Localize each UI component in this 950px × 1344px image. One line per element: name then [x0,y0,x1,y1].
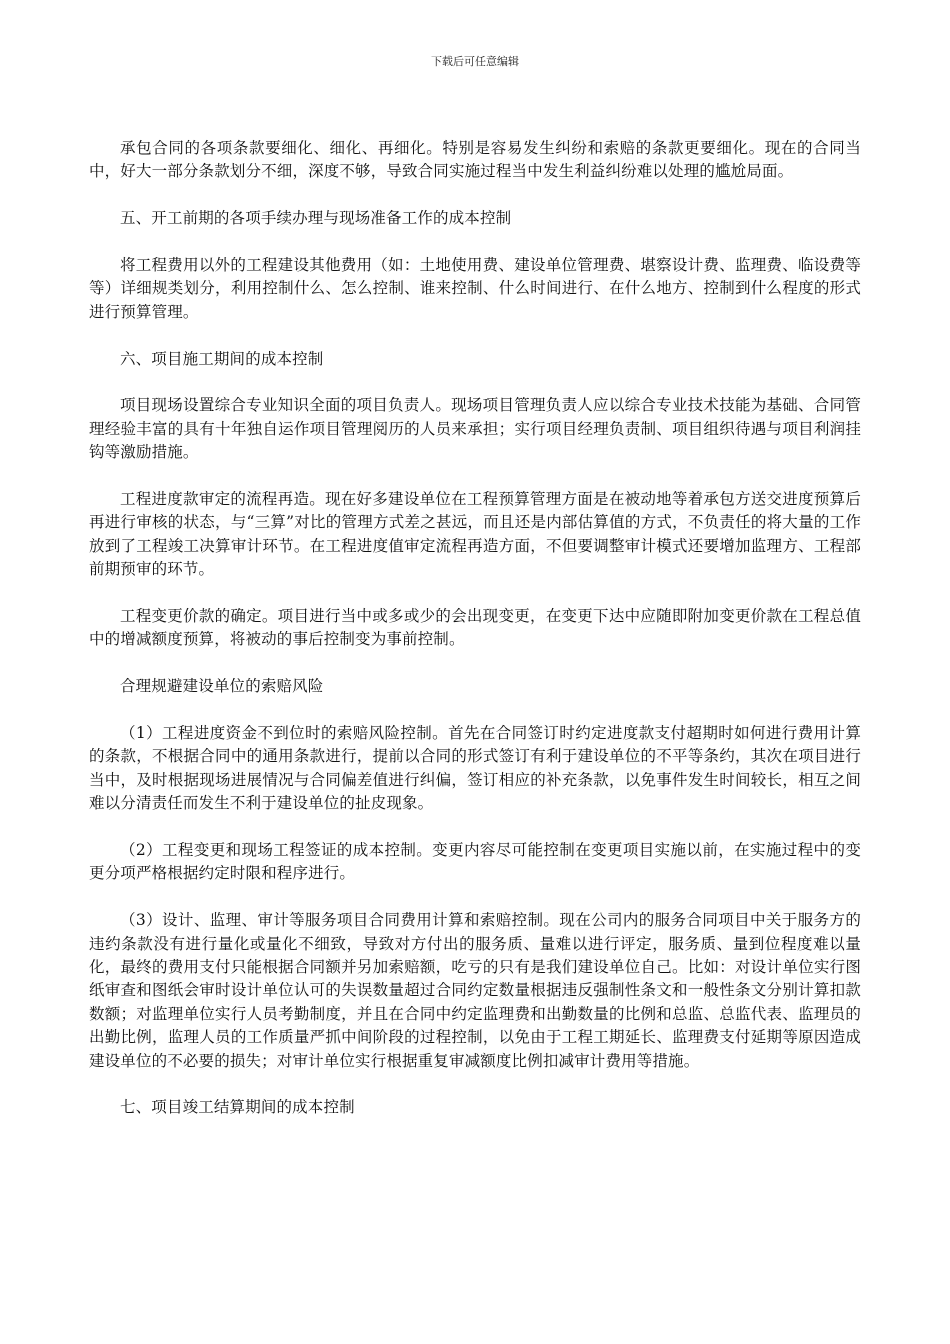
paragraph-project-manager: 项目现场设置综合专业知识全面的项目负责人。现场项目管理负责人应以综合专业技术技能为基础、合同管理经验丰富的具有十年独自运作项目管理阅历的人员来承担；实行项目经理负责制、项目组织待遇与项目利润挂钩等激励措施。 [89,396,861,462]
paragraph-contract-terms: 承包合同的各项条款要细化、细化、再细化。特别是容易发生纠纷和索赔的条款更要细化。现在的合同当中，好大一部分条款划分不细，深度不够，导致合同实施过程当中发生利益纠纷难以处理的尴尬局面。 [89,139,861,181]
section-heading-six: 六、项目施工期间的成本控制 [120,349,324,368]
section-heading-seven: 七、项目竣工结算期间的成本控制 [120,1098,355,1117]
document-body [89,137,861,1143]
paragraph-item-3: （3）设计、监理、审计等服务项目合同费用计算和索赔控制。现在公司内的服务合同项目中关于服务方的违约条款没有进行量化或量化不细致，导致对方付出的服务质、量难以进行评定，服务质、量到位程度难以量化，最终的费用支付只能根据合同额并另加索赔额，吃亏的只有是我们建设单位自己。比如：对设计单位实行图纸审查和图纸会审时设计单位认可的失误数量超过合同约定数量根据违反强制性条文和一般性条文分别计算扣款数额；对监理单位实行人员考勤制度，并且在合同中约定监理费和出勤数量的比例和总监、总监代表、监理员的出勤比例，监理人员的工作质量严抓中间阶段的过程控制，以免由于工程工期延长、监理费支付延期等原因造成建设单位的不必要的损失；对审计单位实行根据重复审减额度比例扣减审计费用等措施。 [89,911,861,1070]
paragraph-item-1: （1）工程进度资金不到位时的索赔风险控制。首先在合同签订时约定进度款支付超期时如何进行费用计算的条款，不根据合同中的通用条款进行，提前以合同的形式签订有利于建设单位的不平等条约，其次在项目进行当中，及时根据现场进展情况与合同偏差值进行纠偏，签订相应的补充条款，以免事件发生时间较长，相互之间难以分清责任而发生不利于建设单位的扯皮现象。 [89,724,861,813]
section-heading-five: 五、开工前期的各项手续办理与现场准备工作的成本控制 [120,209,512,228]
paragraph-other-costs: 将工程费用以外的工程建设其他费用（如：土地使用费、建设单位管理费、堪察设计费、监理费、临设费等等）详细规类划分，利用控制什么、怎么控制、谁来控制、什么时间进行、在什么地方、控制到什么程度的形式进行预算管理。 [89,256,861,321]
page-header: 下载后可任意编辑 [431,55,519,68]
paragraph-item-2: （2）工程变更和现场工程签证的成本控制。变更内容尽可能控制在变更项目实施以前，在实施过程中的变更分项严格根据约定时限和程序进行。 [89,841,861,883]
subheading-claim-risk: 合理规避建设单位的索赔风险 [120,677,324,696]
paragraph-progress-payment: 工程进度款审定的流程再造。现在好多建设单位在工程预算管理方面是在被动地等着承包方送交进度预算后再进行审核的状态，与“三算”对比的管理方式差之甚远，而且还是内部估算值的方式，不负责任的将大量的工作放到了工程竣工决算审计环节。在工程进度值审定流程再造方面，不但要调整审计模式还要增加监理方、工程部前期预审的环节。 [89,490,861,579]
paragraph-change-price: 工程变更价款的确定。项目进行当中或多或少的会出现变更，在变更下达中应随即附加变更价款在工程总值中的增减额度预算，将被动的事后控制变为事前控制。 [89,607,861,649]
